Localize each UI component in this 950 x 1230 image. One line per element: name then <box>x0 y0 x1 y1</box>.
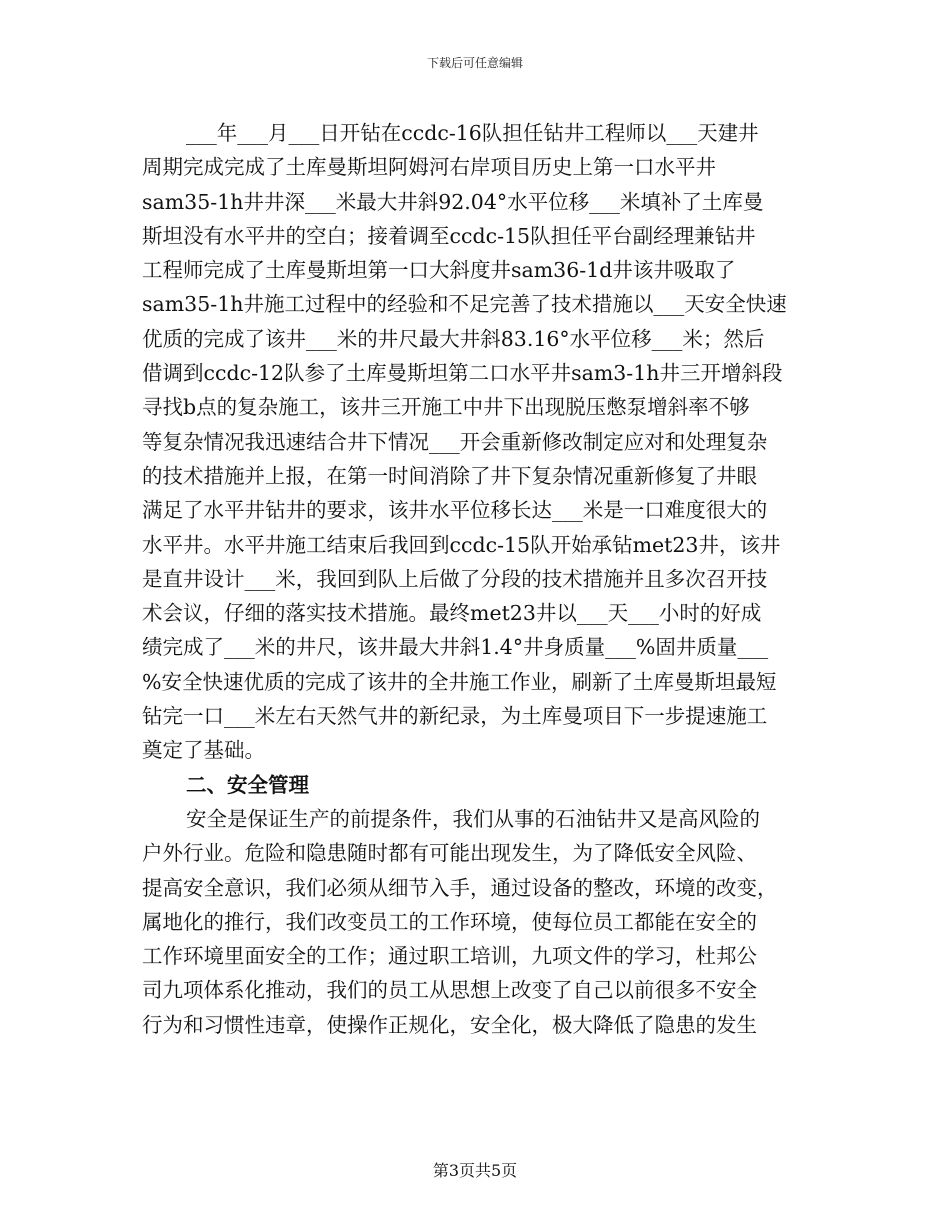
page-number: 第3页共5页 <box>432 1161 518 1180</box>
paragraph-line: 安全是保证生产的前提条件，我们从事的石油钻井又是高风险的 <box>186 806 760 831</box>
paragraph-line: 借调到ccdc-12队参了土库曼斯坦第二口水平井sam3-1h井三开增斜段 <box>142 361 783 386</box>
paragraph-line: 优质的完成了该井___米的井尺最大井斜83.16°水平位移___米；然后 <box>142 326 765 351</box>
section-heading: 二、安全管理 <box>186 772 309 797</box>
paragraph-line: ___年___月___日开钻在ccdc-16队担任钻井工程师以___天建井 <box>186 121 759 145</box>
paragraph-line: 绩完成了___米的井尺，该井最大井斜1.4°井身质量___%固井质量___ <box>142 635 769 660</box>
paragraph-line: 寻找b点的复杂施工，该井三开施工中井下出现脱压憋泵增斜率不够 <box>142 395 750 420</box>
paragraph-line: 斯坦没有水平井的空白；接着调至ccdc-15队担任平台副经理兼钻井 <box>142 223 756 248</box>
paragraph-line: 等复杂情况我迅速结合井下情况___开会重新修改制定应对和处理复杂 <box>142 429 768 454</box>
paragraph-line: sam35-1h井施工过程中的经验和不足完善了技术措施以___天安全快速 <box>142 292 787 317</box>
paragraph-line: 是直井设计___米，我回到队上后做了分段的技术措施并且多次召开技 <box>142 566 768 591</box>
paragraph-line: 司九项体系化推动，我们的员工从思想上改变了自己以前很多不安全 <box>142 978 757 1003</box>
paragraph-line: 周期完成完成了土库曼斯坦阿姆河右岸项目历史上第一口水平井 <box>142 155 716 180</box>
paragraph-line: 水平井。水平井施工结束后我回到ccdc-15队开始承钻met23井，该井 <box>142 532 781 557</box>
paragraph-line: 术会议，仔细的落实技术措施。最终met23井以___天___小时的好成 <box>142 601 762 626</box>
paragraph-line: 工作环境里面安全的工作；通过职工培训，九项文件的学习，杜邦公 <box>142 944 757 969</box>
paragraph-line: 提高安全意识，我们必须从细节入手，通过设备的整改，环境的改变， <box>142 875 778 900</box>
paragraph-line: 满足了水平井钻井的要求，该井水平位移长达___米是一口难度很大的 <box>142 498 768 523</box>
header-note: 下载后可任意编辑 <box>426 56 523 70</box>
paragraph-line: 奠定了基础。 <box>142 738 265 763</box>
paragraph-line: sam35-1h井井深___米最大井斜92.04°水平位移___米填补了土库曼 <box>142 189 764 214</box>
paragraph-line: 钻完一口___米左右天然气井的新纪录，为土库曼项目下一步提速施工 <box>142 704 768 729</box>
paragraph-line: 户外行业。危险和隐患随时都有可能出现发生，为了降低安全风险、 <box>142 841 757 866</box>
paragraph-line: %安全快速优质的完成了该井的全井施工作业，刷新了土库曼斯坦最短 <box>142 669 777 694</box>
body-text <box>142 116 810 1042</box>
paragraph-line: 行为和习惯性违章，使操作正规化，安全化，极大降低了隐患的发生 <box>142 1012 757 1037</box>
paragraph-line: 的技术措施并上报，在第一时间消除了井下复杂情况重新修复了井眼 <box>142 463 757 488</box>
paragraph-line: 属地化的推行，我们改变员工的工作环境，使每位员工都能在安全的 <box>142 909 757 934</box>
paragraph-line: 工程师完成了土库曼斯坦第一口大斜度井sam36-1d井该井吸取了 <box>142 258 736 283</box>
